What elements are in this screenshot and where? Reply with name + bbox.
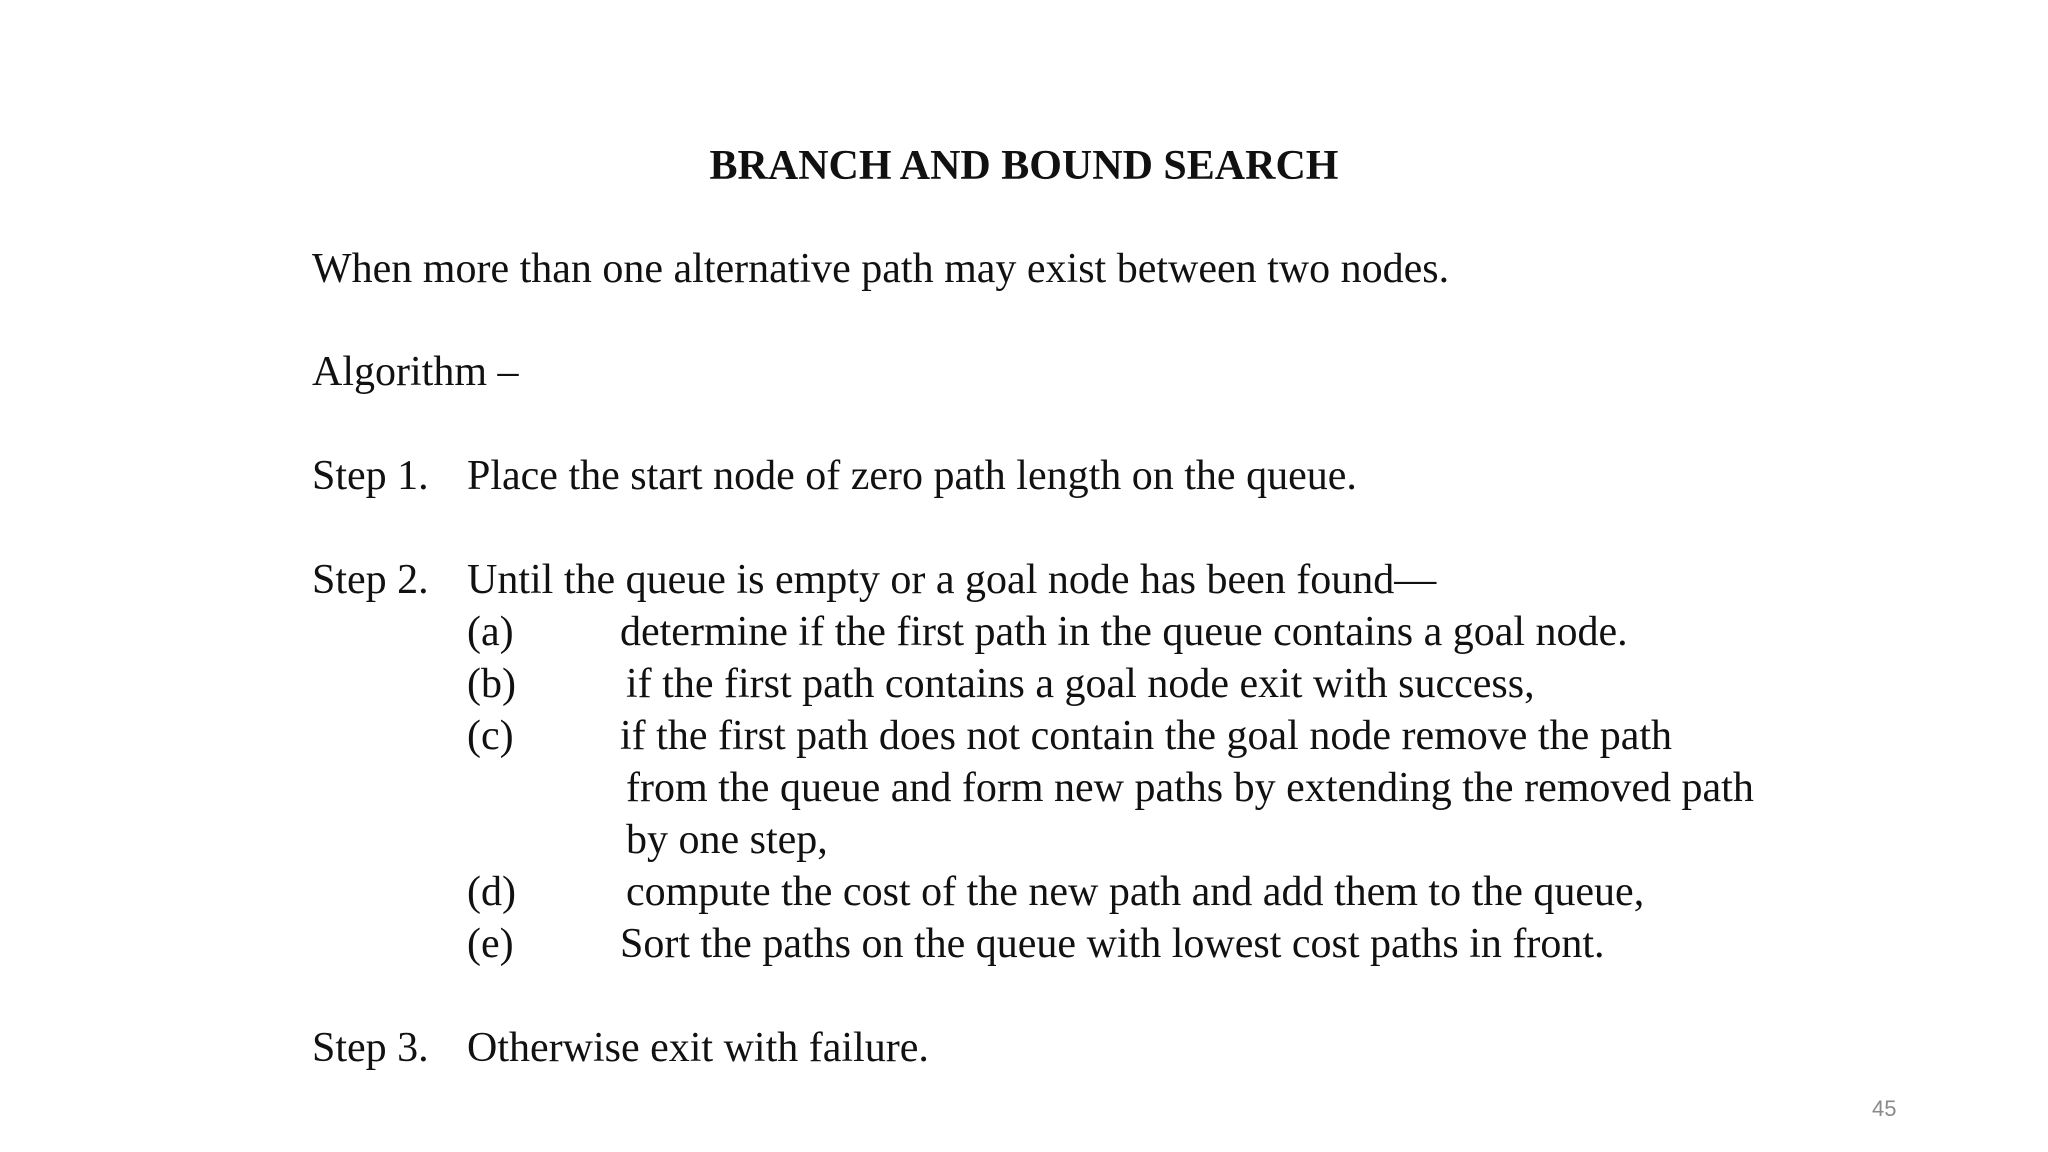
substep-d-text: compute the cost of the new path and add them to the queue,	[626, 869, 1645, 915]
substep-c-text-line-1: if the first path does not contain the goal node remove the path	[620, 713, 1673, 759]
substep-c-text-line-2: from the queue and form new paths by extending the removed path	[626, 765, 1754, 811]
substep-e-label: (e)	[467, 921, 514, 967]
step-3-label: Step 3.	[312, 1025, 429, 1071]
step-3-text: Otherwise exit with failure.	[467, 1025, 929, 1071]
step-1-text: Place the start node of zero path length on the queue.	[467, 453, 1357, 499]
substep-c-text-line-3: by one step,	[626, 817, 828, 863]
substep-a-text: determine if the first path in the queue contains a goal node.	[620, 609, 1628, 655]
substep-b-text: if the first path contains a goal node exit with success,	[626, 661, 1535, 707]
substep-d-label: (d)	[467, 869, 516, 915]
substep-e-text: Sort the paths on the queue with lowest cost paths in front.	[620, 921, 1605, 967]
slide-title: BRANCH AND BOUND SEARCH	[709, 143, 1339, 189]
page-number: 45	[1872, 1096, 1897, 1121]
step-2-text: Until the queue is empty or a goal node has been found—	[467, 557, 1437, 603]
substep-a-label: (a)	[467, 609, 514, 655]
algorithm-heading: Algorithm –	[312, 349, 519, 395]
step-1-label: Step 1.	[312, 453, 429, 499]
intro-text: When more than one alternative path may exist between two nodes.	[312, 246, 1450, 292]
step-2-label: Step 2.	[312, 557, 429, 603]
substep-b-label: (b)	[467, 661, 516, 707]
substep-c-label: (c)	[467, 713, 514, 759]
